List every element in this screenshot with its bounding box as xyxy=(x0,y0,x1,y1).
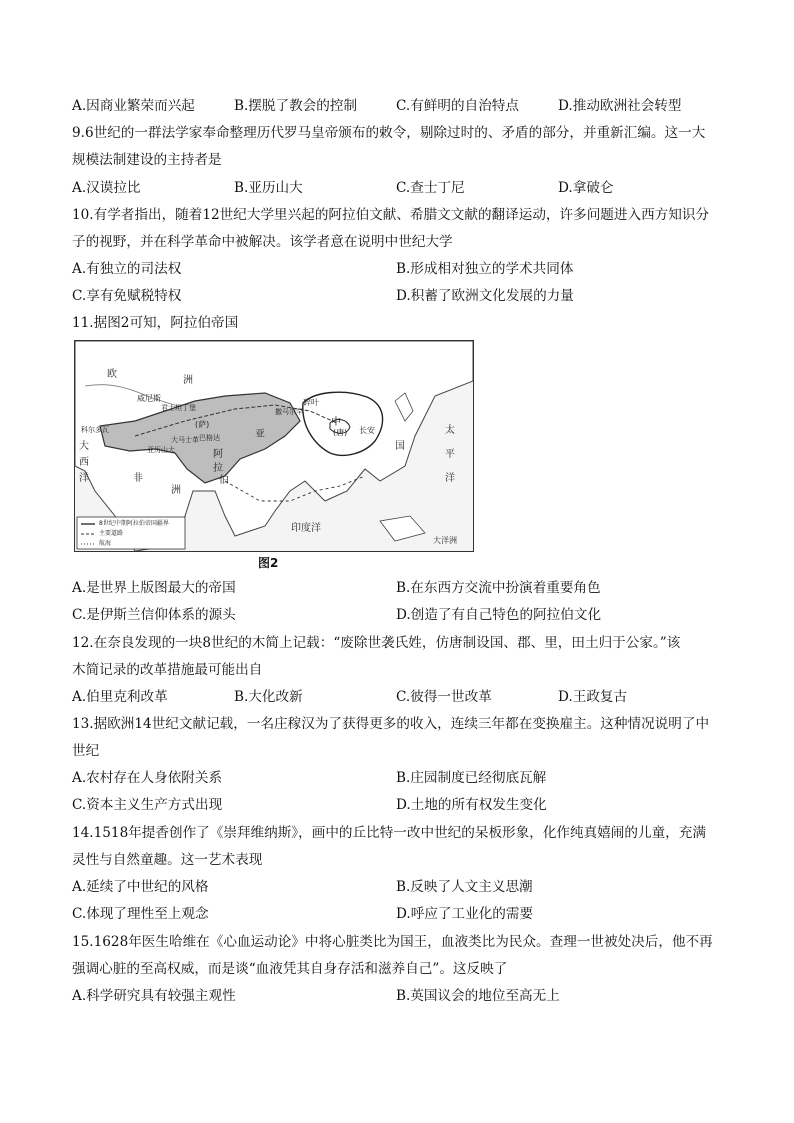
q11-option-b: B.在东西方交流中扮演着重要角色 xyxy=(396,580,601,596)
q15-option-b: B.英国议会的地位至高无上 xyxy=(396,988,560,1004)
q14-option-b: B.反映了人文主义思潮 xyxy=(396,879,533,895)
map-label-india-ocean: 印度洋 xyxy=(291,523,321,534)
map-legend-sea: 航海 xyxy=(99,540,112,547)
map-legend-roads: 主要道路 xyxy=(99,530,124,537)
q13-option-c: C.资本主义生产方式出现 xyxy=(72,797,223,813)
map-label-africa: 非 xyxy=(133,473,143,484)
q13-option-b: B.庄园制度已经彻底瓦解 xyxy=(396,770,547,786)
map-label-tang: (唐) xyxy=(333,428,348,437)
map-label-ping: 平 xyxy=(445,449,455,460)
q14-option-d: D.呼应了工业化的需要 xyxy=(396,906,534,922)
q10-stem-line1: 10.有学者指出，随着12世纪大学里兴起的阿拉伯文献、希腊文文献的翻译运动，许多问题进入西方知识分 xyxy=(72,207,710,223)
map-label-atlantic: 大 xyxy=(79,441,89,452)
q12-option-d: D.王政复古 xyxy=(558,689,628,705)
map-label-samarkand: 撒马尔罕 xyxy=(275,408,303,416)
q13-option-d: D.土地的所有权发生变化 xyxy=(396,797,547,813)
q13-option-a: A.农村存在人身依附关系 xyxy=(72,770,223,786)
map-label-yang2: 洋 xyxy=(79,473,89,484)
q8-option-c: C.有鲜明的自治特点 xyxy=(396,98,519,114)
figure-caption: 图2 xyxy=(258,556,279,570)
q14-option-a: A.延续了中世纪的风格 xyxy=(72,879,209,895)
map-label-zhou1: 洲 xyxy=(183,375,193,386)
q15-stem-line1: 15.1628年医生哈维在《心血运动论》中将心脏类比为国王，血液类比为民众。查理一世被处决后，他不再 xyxy=(72,934,713,950)
q9-stem-line2: 规模法制建设的主持者是 xyxy=(72,152,222,168)
q8-option-a: A.因商业繁荣而兴起 xyxy=(72,98,195,114)
map-label-china: 国 xyxy=(395,441,405,452)
q11-stem: 11.据图2可知，阿拉伯帝国 xyxy=(72,315,239,331)
q10-option-b: B.形成相对独立的学术共同体 xyxy=(396,261,574,277)
map-label-xi: 西 xyxy=(79,457,89,468)
map-label-europe: 欧 xyxy=(107,369,117,380)
q10-option-d: D.积蓄了欧洲文化发展的力量 xyxy=(396,288,574,304)
map-label-yang: 洋 xyxy=(445,473,455,484)
q9-option-d: D.拿破仑 xyxy=(558,180,614,196)
map-label-la: 拉 xyxy=(213,463,223,474)
q13-stem-line2: 世纪 xyxy=(72,743,100,759)
q9-option-c: C.查士丁尼 xyxy=(396,180,465,196)
map-legend-border: 8世纪中期阿拉伯帝国疆界 xyxy=(99,520,169,527)
q14-option-c: C.体现了理性至上观念 xyxy=(72,906,209,922)
q11-option-a: A.是世界上版图最大的帝国 xyxy=(72,580,236,596)
map-label-suiye: 碎叶 xyxy=(303,398,319,407)
map-label-damascus: 大马士革 xyxy=(171,436,199,444)
q12-stem-line1: 12.在奈良发现的一块8世纪的木简上记载：“废除世袭氏姓，仿唐制设国、郡、里，田土归于公家。”该 xyxy=(72,635,681,651)
q10-option-a: A.有独立的司法权 xyxy=(72,261,182,277)
map-label-constantinople: 君士坦丁堡 xyxy=(161,404,196,412)
map-label-baghdad: 巴格达 xyxy=(199,434,220,442)
map-label-persia: (萨) xyxy=(195,420,210,429)
map-label-asia: 亚 xyxy=(255,429,265,440)
q9-option-b: B.亚历山大 xyxy=(234,180,303,196)
q14-stem-line1: 14.1518年提香创作了《崇拜维纳斯》，画中的丘比特一改中世纪的呆板形象，化作纯真嬉闹的儿童，充满 xyxy=(72,825,706,841)
q8-option-b: B.摆脱了教会的控制 xyxy=(234,98,358,114)
q13-stem-line1: 13.据欧洲14世纪文献记载，一名庄稼汉为了获得更多的收入，连续三年都在变换雇主。这种情况说明了中 xyxy=(72,716,710,732)
q14-stem-line2: 灵性与自然童趣。这一艺术表现 xyxy=(72,852,263,868)
map-label-bo: 伯 xyxy=(219,475,229,486)
q8-option-d: D.推动欧洲社会转型 xyxy=(558,98,682,114)
q12-option-a: A.伯里克利改革 xyxy=(72,689,168,705)
map-label-alexandria: 亚历山大 xyxy=(147,446,175,454)
q9-option-a: A.汉谟拉比 xyxy=(72,180,141,196)
map-label-pacific: 太 xyxy=(445,425,455,436)
q15-option-a: A.科学研究具有较强主观性 xyxy=(72,988,236,1004)
map-label-zhou2: 洲 xyxy=(171,485,181,496)
map-label-venice: 威尼斯 xyxy=(137,394,161,403)
q11-option-c: C.是伊斯兰信仰体系的源头 xyxy=(72,607,236,623)
q12-stem-line2: 木简记录的改革措施最可能出自 xyxy=(72,662,263,678)
q12-option-b: B.大化改新 xyxy=(234,689,303,705)
q11-option-d: D.创造了有自己特色的阿拉伯文化 xyxy=(396,607,602,623)
map-label-cordoba: 科尔多瓦 xyxy=(81,426,109,434)
map-label-mid: 中 xyxy=(331,417,341,428)
q10-stem-line2: 子的视野，并在科学革命中被解决。该学者意在说明中世纪大学 xyxy=(72,234,453,250)
q15-stem-line2: 强调心脏的至高权威，而是谈“血液凭其自身存活和滋养自己”。这反映了 xyxy=(72,961,508,977)
q12-option-c: C.彼得一世改革 xyxy=(396,689,492,705)
q10-option-c: C.享有免赋税特权 xyxy=(72,288,182,304)
q9-stem-line1: 9.6世纪的一群法学家奉命整理历代罗马皇帝颁布的敕令，剔除过时的、矛盾的部分，并重新汇编。这一大 xyxy=(72,125,706,141)
map-label-arabia: 阿 xyxy=(213,449,223,460)
arab-empire-map xyxy=(74,340,474,552)
map-label-oceania: 大洋洲 xyxy=(433,536,457,545)
map-label-chang-an: 长安 xyxy=(359,426,375,435)
